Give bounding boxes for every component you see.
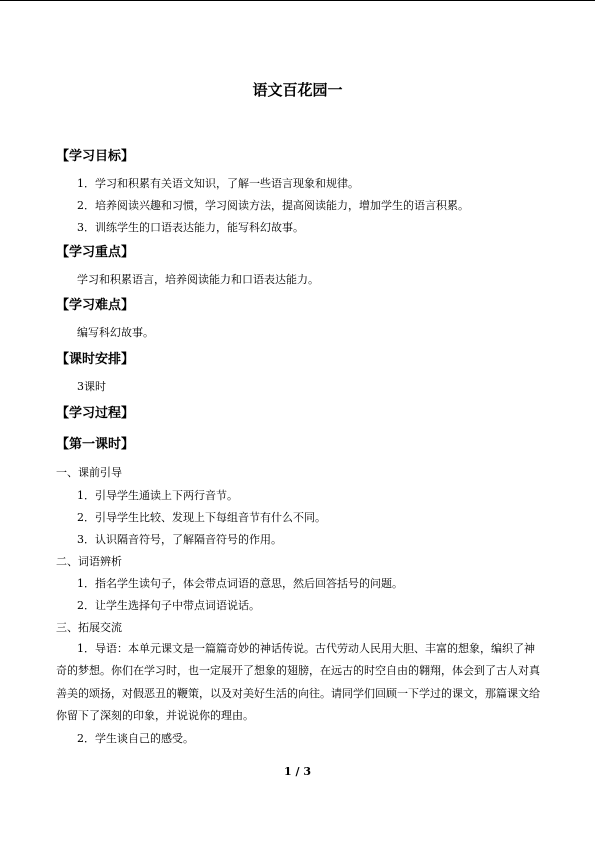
key-points-heading: 【学习重点】	[56, 245, 135, 260]
section1-item: 1．引导学生通读上下两行音节。	[77, 489, 238, 502]
objective-item: 2．培养阅读兴趣和习惯，学习阅读方法，提高阅读能力，增加学生的语言积累。	[77, 199, 469, 212]
section3-title: 三、拓展交流	[56, 621, 122, 634]
section2-item: 1．指名学生读句子，体会带点词语的意思，然后回答括号的问题。	[77, 577, 403, 590]
difficulties-heading: 【学习难点】	[56, 298, 135, 313]
objective-item: 1．学习和积累有关语文知识，了解一些语言现象和规律。	[77, 177, 359, 190]
section3-item: 2．学生谈自己的感受。	[77, 732, 194, 745]
objective-item: 3．训练学生的口语表达能力，能写科幻故事。	[77, 221, 304, 234]
difficulties-text: 编写科幻故事。	[77, 326, 154, 339]
key-points-text: 学习和积累语言，培养阅读能力和口语表达能力。	[77, 273, 319, 286]
objectives-heading: 【学习目标】	[56, 149, 135, 164]
document-title: 语文百花园一	[252, 81, 343, 99]
section1-item: 3．认识隔音符号，了解隔音符号的作用。	[77, 533, 282, 546]
page-number: 1 / 3	[284, 765, 311, 778]
section3-paragraph: 1．导语：本单元课文是一篇篇奇妙的神话传说。古代劳动人民用大胆、丰富的想象，编织了神奇的梦想。你们在学习时，也一定展开了想象的翅膀，在远古的时空自由的翱翔，体会到了古人对真善美的颂扬，对假恶丑的鞭策，以及对美好生活的向往。请同学们回顾一下学过的课文，那篇课文给你留下了深刻的印象，并说说你的理由。	[56, 642, 540, 722]
section1-title: 一、课前引导	[56, 466, 122, 479]
section2-item: 2．让学生选择句子中带点词语说话。	[77, 599, 260, 612]
section1-item: 2．引导学生比较、发现上下每组音节有什么不同。	[77, 511, 326, 524]
lesson1-heading: 【第一课时】	[56, 437, 135, 452]
section2-title: 二、词语辨析	[56, 555, 122, 568]
schedule-text: 3课时	[77, 380, 106, 393]
process-heading: 【学习过程】	[56, 406, 135, 421]
schedule-heading: 【课时安排】	[56, 352, 135, 367]
top-border-line	[0, 0, 595, 1]
